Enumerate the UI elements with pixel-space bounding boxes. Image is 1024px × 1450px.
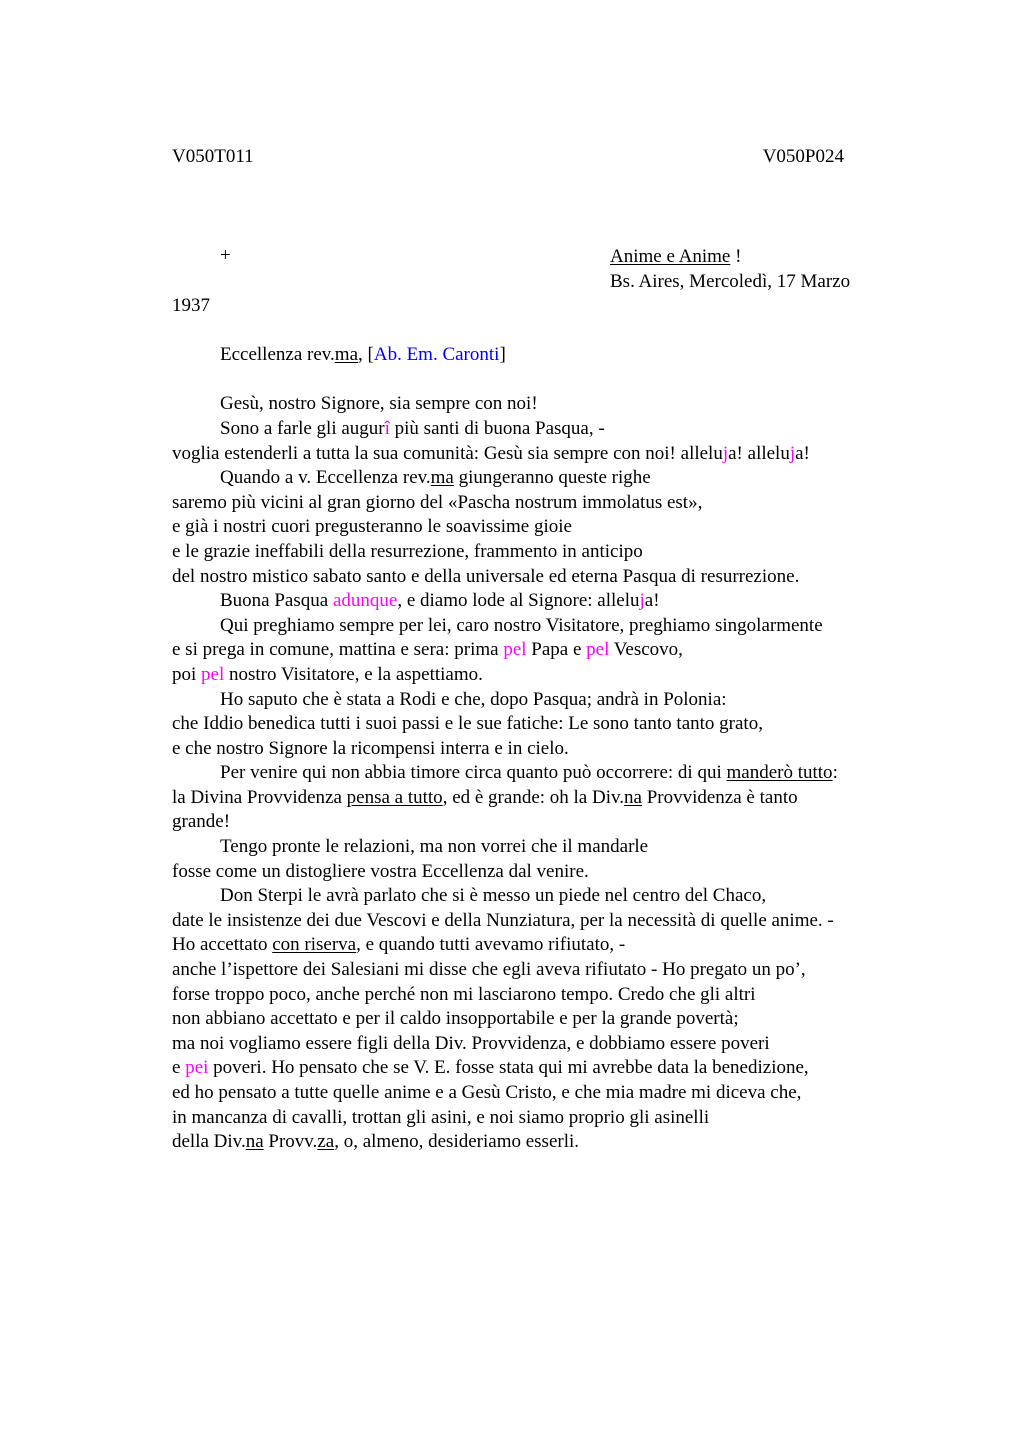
highlighted-text: pei xyxy=(185,1057,209,1079)
text-segment: e xyxy=(172,1057,186,1079)
text-segment: in mancanza di cavalli, trottan gli asini, e noi siamo proprio gli asinelli xyxy=(172,1106,710,1128)
text-segment: forse troppo poco, anche perché non mi lasciarono tempo. Credo che gli altri xyxy=(172,983,756,1005)
document-code-right: V050P024 xyxy=(762,146,844,167)
underlined-text: con riserva xyxy=(272,934,357,956)
underlined-text: manderò tutto xyxy=(726,762,833,784)
text-segment: ed ho pensato a tutte quelle anime e a Gesù Cristo, e che mia madre mi diceva che, xyxy=(172,1082,802,1103)
text-segment: Buona Pasqua xyxy=(220,590,333,612)
text-segment: : xyxy=(832,762,838,784)
text-segment: Ho accettato xyxy=(172,934,273,956)
letter-lines xyxy=(172,343,902,1155)
text-segment: e che nostro Signore la ricompensi interra e in cielo. xyxy=(172,737,569,759)
text-segment: , e quando tutti avevamo rifiutato, - xyxy=(356,934,626,956)
text-segment: saremo più vicini al gran giorno del «Pascha nostrum immolatus est», xyxy=(172,491,703,513)
text-segment: ma noi vogliamo essere figli della Div. Provvidenza, e dobbiamo essere poveri xyxy=(172,1032,770,1054)
text-line xyxy=(172,1130,902,1155)
text-segment: , ed è grande: oh la Div. xyxy=(442,786,625,808)
text-segment: , e diamo lode al Signore: allelu xyxy=(397,590,640,612)
text-segment: Qui preghiamo sempre per lei, caro nostro Visitatore, preghiamo singolarmente xyxy=(220,614,823,636)
text-segment: e già i nostri cuori pregusteranno le soavissime gioie xyxy=(172,516,572,538)
place-date: Bs. Aires, Mercoledì, 17 Marzo xyxy=(610,270,851,292)
text-line xyxy=(172,688,902,713)
underlined-text: na xyxy=(624,786,642,808)
text-line xyxy=(172,983,902,1008)
text-segment: della Div. xyxy=(172,1131,246,1153)
text-line xyxy=(172,466,902,491)
text-segment: a! allelu xyxy=(728,442,790,464)
highlighted-text: adunque xyxy=(332,590,398,612)
text-line xyxy=(172,810,902,835)
text-segment: la Divina Provvidenza xyxy=(172,786,347,808)
paragraph-gap xyxy=(172,368,902,393)
text-segment: Tengo pronte le relazioni, ma non vorrei che il mandarle xyxy=(220,836,649,858)
text-segment: e le grazie ineffabili della resurrezione, frammento in anticipo xyxy=(172,540,643,562)
text-line xyxy=(172,786,902,811)
text-line xyxy=(172,712,902,737)
text-segment: poveri. Ho pensato che se V. E. fosse stata qui mi avrebbe data la benedizione, xyxy=(208,1057,809,1079)
underlined-text: za xyxy=(317,1131,335,1153)
text-segment: ] xyxy=(499,344,506,366)
text-line xyxy=(172,958,902,983)
text-line xyxy=(172,933,902,958)
text-line xyxy=(172,1056,902,1081)
text-line xyxy=(172,565,902,590)
text-segment: Per venire qui non abbia timore circa quanto può occorrere: di qui xyxy=(220,762,727,784)
text-segment: voglia estenderli a tutta la sua comunità: Gesù sia sempre con noi! allelu xyxy=(172,442,723,464)
letter-title-underlined: Anime e Anime xyxy=(610,246,731,267)
text-line xyxy=(172,589,902,614)
text-segment: Eccellenza rev. xyxy=(220,344,335,366)
letter-title-exclaim: ! xyxy=(730,246,742,267)
text-line xyxy=(172,1032,902,1057)
text-line xyxy=(172,835,902,860)
text-segment: poi xyxy=(172,663,202,685)
underlined-text: ma xyxy=(430,467,454,489)
text-line xyxy=(172,909,902,934)
text-segment: a! xyxy=(795,442,810,464)
text-segment: Provv. xyxy=(263,1131,318,1153)
text-line xyxy=(172,1106,902,1131)
text-segment: giungeranno queste righe xyxy=(453,467,651,489)
text-segment: del nostro mistico sabato santo e della universale ed eterna Pasqua di resurrezione. xyxy=(172,565,800,587)
document-code-left: V050T011 xyxy=(172,146,254,167)
text-segment: Provvidenza è tanto xyxy=(641,786,798,808)
text-segment: a! xyxy=(644,590,660,612)
text-line xyxy=(172,343,902,368)
text-line xyxy=(172,1081,902,1106)
text-line xyxy=(172,614,902,639)
highlighted-text: pel xyxy=(586,639,610,661)
text-segment: Papa e xyxy=(526,639,587,661)
text-segment: Gesù, nostro Signore, sia sempre con noi! xyxy=(220,393,538,415)
text-segment: che Iddio benedica tutti i suoi passi e le sue fatiche: Le sono tanto tanto grato, xyxy=(172,713,763,735)
text-line xyxy=(172,860,902,885)
text-segment: Vescovo, xyxy=(609,639,683,661)
text-line xyxy=(172,491,902,516)
highlighted-text: pel xyxy=(503,639,527,661)
text-line xyxy=(172,417,902,442)
text-line xyxy=(172,737,902,762)
text-segment: grande! xyxy=(172,811,231,833)
text-segment: Ho saputo che è stata a Rodi e che, dopo Pasqua; andrà in Polonia: xyxy=(220,688,727,710)
text-segment: , [ xyxy=(358,344,374,366)
letter-body xyxy=(172,294,902,1155)
text-segment: e si prega in comune, mattina e sera: prima xyxy=(172,639,504,661)
text-line xyxy=(172,442,902,467)
text-segment: non abbiano accettato e per il caldo insopportabile e per la grande povertà; xyxy=(172,1008,739,1030)
highlighted-text: î xyxy=(384,417,390,439)
text-segment: più santi di buona Pasqua, - xyxy=(389,417,605,439)
text-segment: Quando a v. Eccellenza rev. xyxy=(220,467,431,489)
document-codes xyxy=(172,146,844,170)
text-line xyxy=(172,638,902,663)
highlighted-text: j xyxy=(639,590,645,612)
underlined-text: ma xyxy=(334,344,359,366)
text-line xyxy=(172,1007,902,1032)
text-segment: fosse come un distogliere vostra Eccellenza dal venire. xyxy=(172,860,589,882)
text-line xyxy=(172,392,902,417)
cross-mark: + xyxy=(220,245,231,266)
underlined-text: na xyxy=(245,1131,264,1153)
highlighted-text: Ab. Em. Caronti xyxy=(373,344,500,366)
text-segment: , o, almeno, desideriamo esserli. xyxy=(334,1131,580,1153)
text-segment: Don Sterpi le avrà parlato che si è messo un piede nel centro del Chaco, xyxy=(220,885,767,907)
text-line xyxy=(172,761,902,786)
letter-title xyxy=(610,245,850,270)
text-line xyxy=(172,540,902,565)
paragraph-gap xyxy=(172,319,902,344)
text-segment: date le insistenze dei due Vescovi e della Nunziatura, per la necessità di quelle anime. - xyxy=(172,909,834,931)
highlighted-text: pel xyxy=(201,663,225,685)
text-segment: nostro Visitatore, e la aspettiamo. xyxy=(224,663,483,685)
text-segment: anche l’ispettore dei Salesiani mi disse che egli aveva rifiutato - Ho pregato un po’, xyxy=(172,959,806,981)
text-segment: Sono a farle gli augur xyxy=(220,417,385,439)
highlighted-text: j xyxy=(722,442,729,464)
letter-heading xyxy=(610,245,850,294)
date-year: 1937 xyxy=(172,295,210,316)
highlighted-text: j xyxy=(789,442,796,464)
text-line xyxy=(172,884,902,909)
text-line xyxy=(172,663,902,688)
underlined-text: pensa a tutto xyxy=(346,786,443,808)
text-line xyxy=(172,515,902,540)
